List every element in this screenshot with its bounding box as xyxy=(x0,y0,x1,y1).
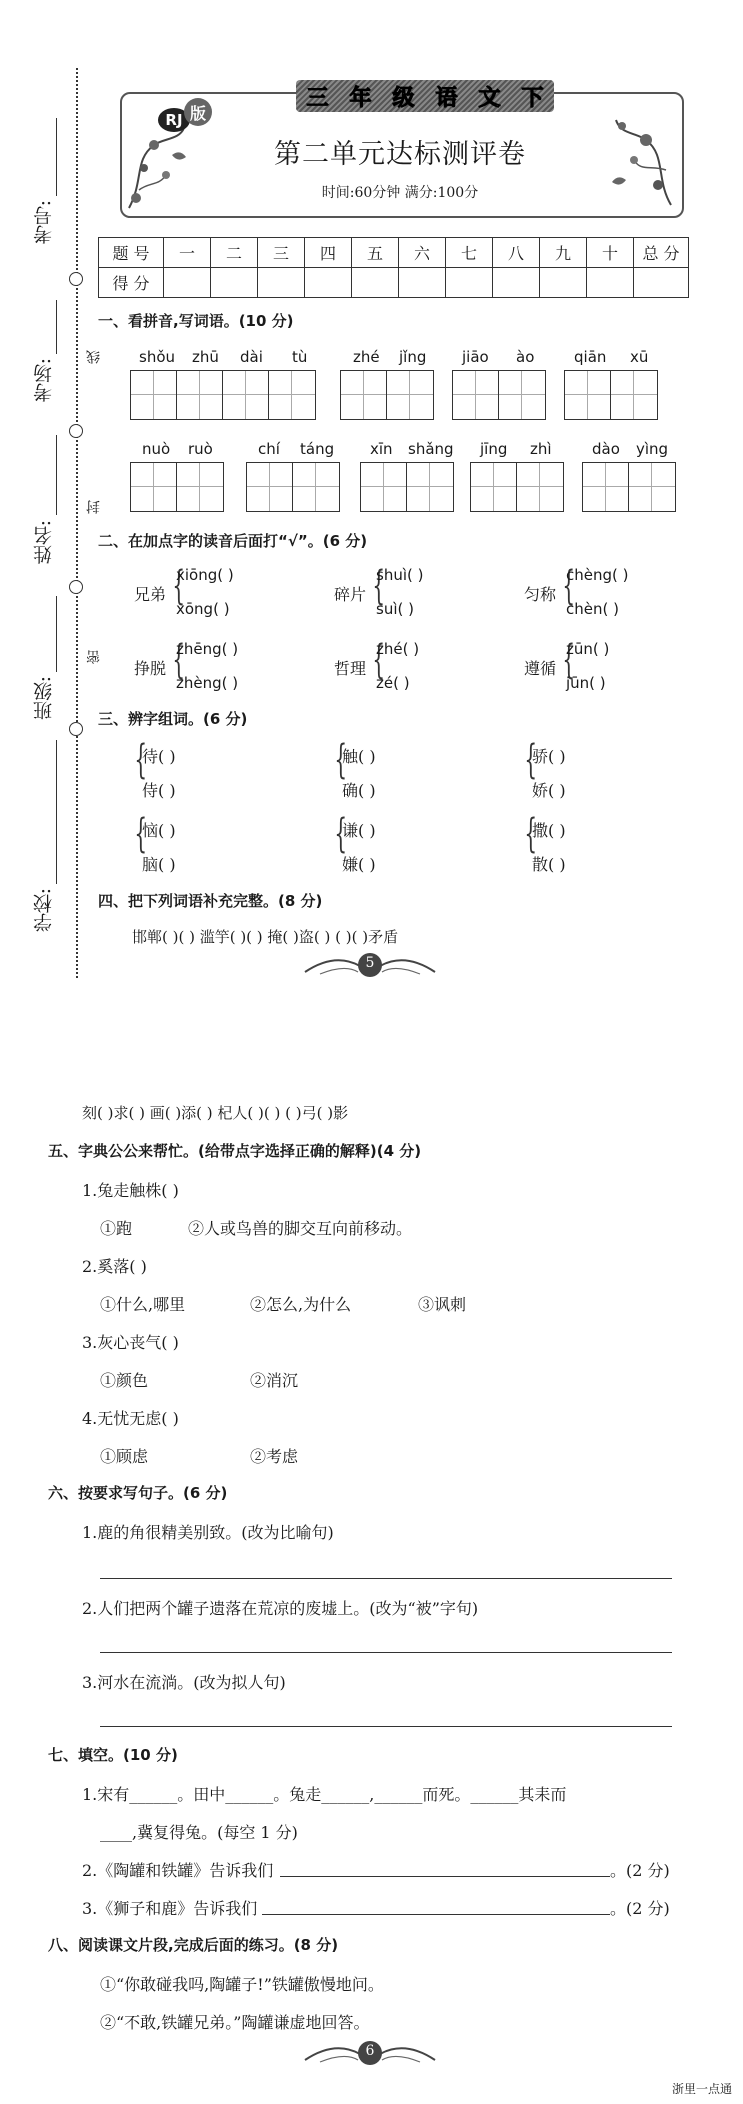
brace: { xyxy=(372,637,386,683)
binding-circle xyxy=(69,580,83,594)
edition-badge: RJ xyxy=(158,108,190,132)
pinyin: dài xyxy=(240,348,263,366)
q2-option[interactable]: xōng( ) xyxy=(176,600,230,618)
school-label: 学校: xyxy=(33,888,55,933)
q2-option[interactable]: suì( ) xyxy=(376,600,414,618)
q3-item[interactable]: 嫌( ) xyxy=(342,855,376,874)
grade-char: 语 xyxy=(435,85,458,111)
exam-room-field[interactable] xyxy=(56,300,57,354)
writing-grid[interactable] xyxy=(360,462,454,512)
q2-title: 二、在加点字的读音后面打“√”。(6 分) xyxy=(98,532,368,550)
q5-option: ①颜色 xyxy=(100,1371,149,1390)
brace: { xyxy=(524,737,538,783)
edition-mark: 版 xyxy=(184,98,212,126)
pinyin: chí xyxy=(258,440,280,458)
grade-char: 下 xyxy=(521,85,544,111)
score-header-cell: 一 xyxy=(164,238,211,268)
page-title: 第二单元达标测评卷 xyxy=(274,139,526,170)
pinyin: ào xyxy=(516,348,535,366)
school-field[interactable] xyxy=(56,740,57,884)
page-1 xyxy=(0,0,743,990)
binding-circle xyxy=(69,272,83,286)
writing-grid[interactable] xyxy=(582,462,676,512)
score-table-header-row xyxy=(99,238,689,268)
brace: { xyxy=(172,637,186,683)
pinyin: jīng xyxy=(480,440,508,458)
brace: { xyxy=(134,811,148,857)
q4-line-1[interactable]: 邯郸( )( ) 滥竽( )( ) 掩( )盗( ) ( )( )矛盾 xyxy=(132,928,399,946)
pinyin: xū xyxy=(630,348,649,366)
q5-option: ②考虑 xyxy=(250,1447,299,1466)
score-cell[interactable] xyxy=(446,268,493,298)
q2-option[interactable]: shuì( ) xyxy=(376,566,424,584)
q7-title: 七、填空。(10 分) xyxy=(48,1746,178,1764)
answer-line[interactable] xyxy=(100,1652,672,1653)
q2-option[interactable]: chèng( ) xyxy=(566,566,629,584)
q6-title: 六、按要求写句子。(6 分) xyxy=(48,1484,228,1502)
q5-question[interactable]: 3.灰心丧气( ) xyxy=(82,1333,179,1352)
page-number: 6 xyxy=(365,2043,375,2059)
q2-option[interactable]: zhé( ) xyxy=(376,640,420,658)
writing-grid[interactable] xyxy=(130,462,224,512)
q5-question[interactable]: 2.奚落( ) xyxy=(82,1257,147,1276)
score-table xyxy=(98,237,689,298)
pinyin: zhū xyxy=(192,348,219,366)
score-header-cell: 九 xyxy=(540,238,587,268)
score-cell[interactable] xyxy=(493,268,540,298)
name-field[interactable] xyxy=(56,435,57,515)
brace: { xyxy=(372,563,386,609)
answer-line[interactable] xyxy=(100,1726,672,1727)
q3-item[interactable]: 确( ) xyxy=(342,781,376,800)
pinyin: yìng xyxy=(636,440,669,458)
brace: { xyxy=(172,563,186,609)
pinyin: qiān xyxy=(574,348,607,366)
score-cell[interactable] xyxy=(211,268,258,298)
pinyin: tù xyxy=(292,348,308,366)
score-header-cell: 六 xyxy=(399,238,446,268)
q5-option: ②怎么,为什么 xyxy=(250,1295,352,1314)
q2-option[interactable]: jūn( ) xyxy=(566,674,606,692)
q2-option[interactable]: xiōng( ) xyxy=(176,566,234,584)
grade-char: 年 xyxy=(349,85,372,111)
q2-option[interactable]: zhēng( ) xyxy=(176,640,239,658)
q2-word: 匀称 xyxy=(524,585,557,604)
q3-item[interactable]: 娇( ) xyxy=(532,781,566,800)
seal-char-mi: 密 xyxy=(86,650,102,664)
exam-number-label: 考号: xyxy=(33,200,55,245)
brace: { xyxy=(134,737,148,783)
name-label: 姓名: xyxy=(33,520,55,565)
q5-option: ①顾虑 xyxy=(100,1447,149,1466)
writing-grid[interactable] xyxy=(246,462,340,512)
q7-line-3-label: 2.《陶罐和铁罐》告诉我们 xyxy=(82,1861,274,1880)
pinyin: shǎng xyxy=(408,440,454,458)
q5-option: ①跑 xyxy=(100,1219,133,1238)
grade-char: 三 xyxy=(306,85,329,111)
q5-option: ①什么,哪里 xyxy=(100,1295,186,1314)
q2-option[interactable]: zhèng( ) xyxy=(176,674,239,692)
q4-title: 四、把下列词语补充完整。(8 分) xyxy=(98,892,323,910)
q7-line-3-score: 。(2 分) xyxy=(610,1861,670,1880)
q3-item[interactable]: 恼( ) xyxy=(142,821,176,840)
q7-line-2[interactable]: ____,冀复得兔。(每空 1 分) xyxy=(100,1823,298,1842)
q2-word: 挣脱 xyxy=(134,659,167,678)
score-header-cell: 五 xyxy=(352,238,399,268)
q3-item[interactable]: 触( ) xyxy=(342,747,376,766)
q6-item: 2.人们把两个罐子遗落在荒凉的废墟上。(改为“被”字句) xyxy=(82,1599,479,1618)
q7-line-1[interactable]: 1.宋有______。田中______。兔走______,______而死。______其耒而 xyxy=(82,1785,567,1804)
score-cell[interactable] xyxy=(305,268,352,298)
exam-number-field[interactable] xyxy=(56,118,57,196)
score-table-score-row xyxy=(99,268,689,298)
q6-item: 3.河水在流淌。(改为拟人句) xyxy=(82,1673,286,1692)
grade-char: 级 xyxy=(392,85,415,111)
score-header-cell: 总 分 xyxy=(634,238,689,268)
pinyin: jiāo xyxy=(462,348,489,366)
q2-word: 哲理 xyxy=(334,659,367,678)
q3-item[interactable]: 撒( ) xyxy=(532,821,566,840)
q2-option[interactable]: zé( ) xyxy=(376,674,410,692)
class-field[interactable] xyxy=(56,596,57,672)
brace: { xyxy=(562,563,576,609)
q3-title: 三、辨字组词。(6 分) xyxy=(98,710,248,728)
q8-title: 八、阅读课文片段,完成后面的练习。(8 分) xyxy=(48,1936,339,1954)
score-cell[interactable] xyxy=(399,268,446,298)
footer-brand: 浙里一点通 xyxy=(672,2082,733,2096)
writing-grid[interactable] xyxy=(470,462,564,512)
q5-option: ②人或鸟兽的脚交互向前移动。 xyxy=(188,1219,413,1238)
writing-grid[interactable] xyxy=(564,370,658,420)
seal-char-xian: 线 xyxy=(86,350,102,364)
answer-line[interactable] xyxy=(262,1914,610,1915)
q7-line-4-label: 3.《狮子和鹿》告诉我们 xyxy=(82,1899,258,1918)
q6-item: 1.鹿的角很精美别致。(改为比喻句) xyxy=(82,1523,334,1542)
q2-word: 兄弟 xyxy=(134,585,167,604)
binding-circle xyxy=(69,722,83,736)
brace: { xyxy=(524,811,538,857)
score-header-cell: 四 xyxy=(305,238,352,268)
score-cell[interactable] xyxy=(634,268,689,298)
q5-question[interactable]: 4.无忧无虑( ) xyxy=(82,1409,179,1428)
exam-meta: 时间:60分钟 满分:100分 xyxy=(321,185,479,201)
seal-char-feng: 封 xyxy=(86,500,102,514)
pinyin: ruò xyxy=(188,440,213,458)
q8-paragraph: ①“你敢碰我吗,陶罐子!”铁罐傲慢地问。 xyxy=(100,1975,384,1994)
q5-question[interactable]: 1.兔走触株( ) xyxy=(82,1181,179,1200)
q2-option[interactable]: zūn( ) xyxy=(566,640,610,658)
answer-line[interactable] xyxy=(280,1876,610,1877)
score-cell[interactable] xyxy=(540,268,587,298)
q3-item[interactable]: 脑( ) xyxy=(142,855,176,874)
grade-char: 文 xyxy=(478,85,501,111)
writing-grid[interactable] xyxy=(452,370,546,420)
score-cell[interactable] xyxy=(352,268,399,298)
pinyin: táng xyxy=(300,440,335,458)
brace: { xyxy=(334,811,348,857)
q2-option[interactable]: chèn( ) xyxy=(566,600,619,618)
binding-circle xyxy=(69,424,83,438)
exam-room-label: 考场: xyxy=(33,358,55,403)
pinyin: zhé xyxy=(353,348,380,366)
pinyin: zhì xyxy=(530,440,552,458)
score-header-cell: 三 xyxy=(258,238,305,268)
score-cell[interactable] xyxy=(587,268,634,298)
q5-title: 五、字典公公来帮忙。(给带点字选择正确的解释)(4 分) xyxy=(48,1142,422,1160)
q3-item[interactable]: 侍( ) xyxy=(142,781,176,800)
writing-grid[interactable] xyxy=(130,370,316,420)
answer-line[interactable] xyxy=(100,1578,672,1579)
pinyin: dào xyxy=(592,440,620,458)
score-header-cell: 题 号 xyxy=(99,238,164,268)
pinyin: shǒu xyxy=(139,348,176,366)
q3-item[interactable]: 散( ) xyxy=(532,855,566,874)
q3-item[interactable]: 待( ) xyxy=(142,747,176,766)
pinyin: nuò xyxy=(142,440,171,458)
q8-paragraph: ②“不敢,铁罐兄弟。”陶罐谦虚地回答。 xyxy=(100,2013,370,2032)
brace: { xyxy=(562,637,576,683)
score-header-cell: 八 xyxy=(493,238,540,268)
class-label: 班级: xyxy=(33,676,55,721)
q1-title: 一、看拼音,写词语。(10 分) xyxy=(98,312,294,330)
q7-line-4-score: 。(2 分) xyxy=(610,1899,670,1918)
q3-item[interactable]: 谦( ) xyxy=(342,821,376,840)
grade-banner-text xyxy=(296,80,554,112)
q5-option: ③讽刺 xyxy=(418,1295,467,1314)
q2-word: 遵循 xyxy=(524,659,557,678)
score-cell[interactable] xyxy=(164,268,211,298)
q3-item[interactable]: 骄( ) xyxy=(532,747,566,766)
score-cell[interactable] xyxy=(258,268,305,298)
binding-dotted-line xyxy=(76,68,78,978)
page-2 xyxy=(0,1030,743,2104)
pinyin: jǐng xyxy=(399,348,427,366)
q2-word: 碎片 xyxy=(334,585,367,604)
writing-grid[interactable] xyxy=(340,370,434,420)
page-number: 5 xyxy=(365,955,375,971)
score-header-cell: 七 xyxy=(446,238,493,268)
pinyin: xīn xyxy=(370,440,393,458)
score-header-cell: 十 xyxy=(587,238,634,268)
brace: { xyxy=(334,737,348,783)
score-header-cell: 二 xyxy=(211,238,258,268)
score-row-label: 得 分 xyxy=(99,268,164,298)
q5-option: ②消沉 xyxy=(250,1371,299,1390)
q4-line-2[interactable]: 刻( )求( ) 画( )添( ) 杞人( )( ) ( )弓( )影 xyxy=(82,1104,349,1122)
